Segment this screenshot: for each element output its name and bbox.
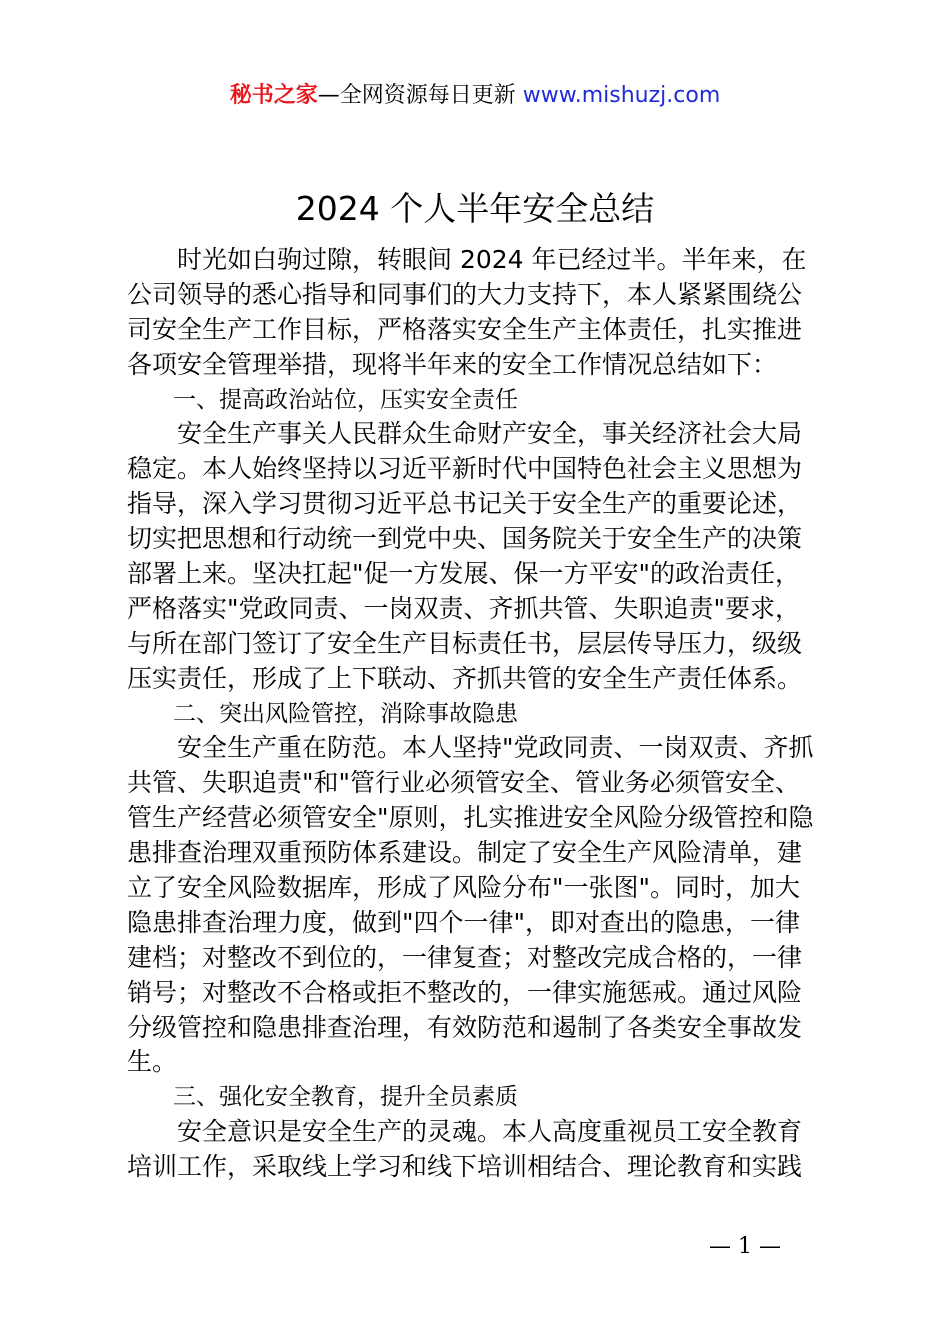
- body-line: 管生产经营必须管安全"原则，扎实推进安全风险分级管控和隐: [127, 803, 814, 833]
- body-line: 部署上来。坚决扛起"促一方发展、保一方平安"的政治责任，: [127, 559, 801, 589]
- body-line: 与所在部门签订了安全生产目标责任书，层层传导压力，级级: [127, 628, 803, 658]
- body-line: 指导，深入学习贯彻习近平总书记关于安全生产的重要论述，: [127, 489, 803, 519]
- section-heading: 二、突出风险管控，消除事故隐患: [127, 700, 518, 727]
- site-tagline: —全网资源每日更新: [317, 83, 516, 108]
- page-number: — 1 —: [709, 1234, 781, 1259]
- site-banner: [0, 80, 950, 112]
- body-line: 销号；对整改不合格或拒不整改的，一律实施惩戒。通过风险: [127, 977, 803, 1007]
- body-line: 建档；对整改不到位的，一律复查；对整改完成合格的，一律: [127, 942, 803, 972]
- site-brand: 秘书之家: [229, 83, 318, 108]
- body-line: 安全意识是安全生产的灵魂。本人高度重视员工安全教育: [127, 1117, 803, 1147]
- body-line: 公司领导的悉心指导和同事们的大力支持下，本人紧紧围绕公: [127, 279, 803, 309]
- body-line: 分级管控和隐患排查治理，有效防范和遏制了各类安全事故发: [127, 1012, 803, 1042]
- body-line: 严格落实"党政同责、一岗双责、齐抓共管、失职追责"要求，: [127, 593, 801, 623]
- body-line: 隐患排查治理力度，做到"四个一律"，即对查出的隐患，一律: [127, 907, 801, 937]
- body-line: 培训工作，采取线上学习和线下培训相结合、理论教育和实践: [127, 1152, 803, 1182]
- site-url-link[interactable]: www.mishuzj.com: [522, 83, 721, 108]
- body-line: 立了安全风险数据库，形成了风险分布"一张图"。同时，加大: [127, 873, 801, 903]
- body-line: 时光如白驹过隙，转眼间 2024 年已经过半。半年来，在: [127, 245, 807, 274]
- body-line: 稳定。本人始终坚持以习近平新时代中国特色社会主义思想为: [127, 454, 803, 484]
- body-line: 生。: [127, 1047, 178, 1077]
- body-line: 安全生产事关人民群众生命财产安全，事关经济社会大局: [127, 419, 803, 449]
- body-line: 切实把思想和行动统一到党中央、国务院关于安全生产的决策: [127, 524, 803, 554]
- body-line: 共管、失职追责"和"管行业必须管安全、管业务必须管安全、: [127, 768, 801, 798]
- document-body: [127, 243, 837, 1185]
- section-heading: 一、提高政治站位，压实安全责任: [127, 386, 518, 413]
- document-title: 2024 个人半年安全总结: [295, 189, 655, 228]
- body-line: 压实责任，形成了上下联动、齐抓共管的安全生产责任体系。: [127, 663, 803, 693]
- section-heading: 三、强化安全教育，提升全员素质: [127, 1084, 518, 1111]
- body-line: 安全生产重在防范。本人坚持"党政同责、一岗双责、齐抓: [127, 733, 814, 763]
- body-line: 各项安全管理举措，现将半年来的安全工作情况总结如下：: [127, 349, 778, 379]
- body-line: 司安全生产工作目标，严格落实安全生产主体责任，扎实推进: [127, 314, 803, 344]
- body-line: 患排查治理双重预防体系建设。制定了安全生产风险清单，建: [127, 838, 803, 868]
